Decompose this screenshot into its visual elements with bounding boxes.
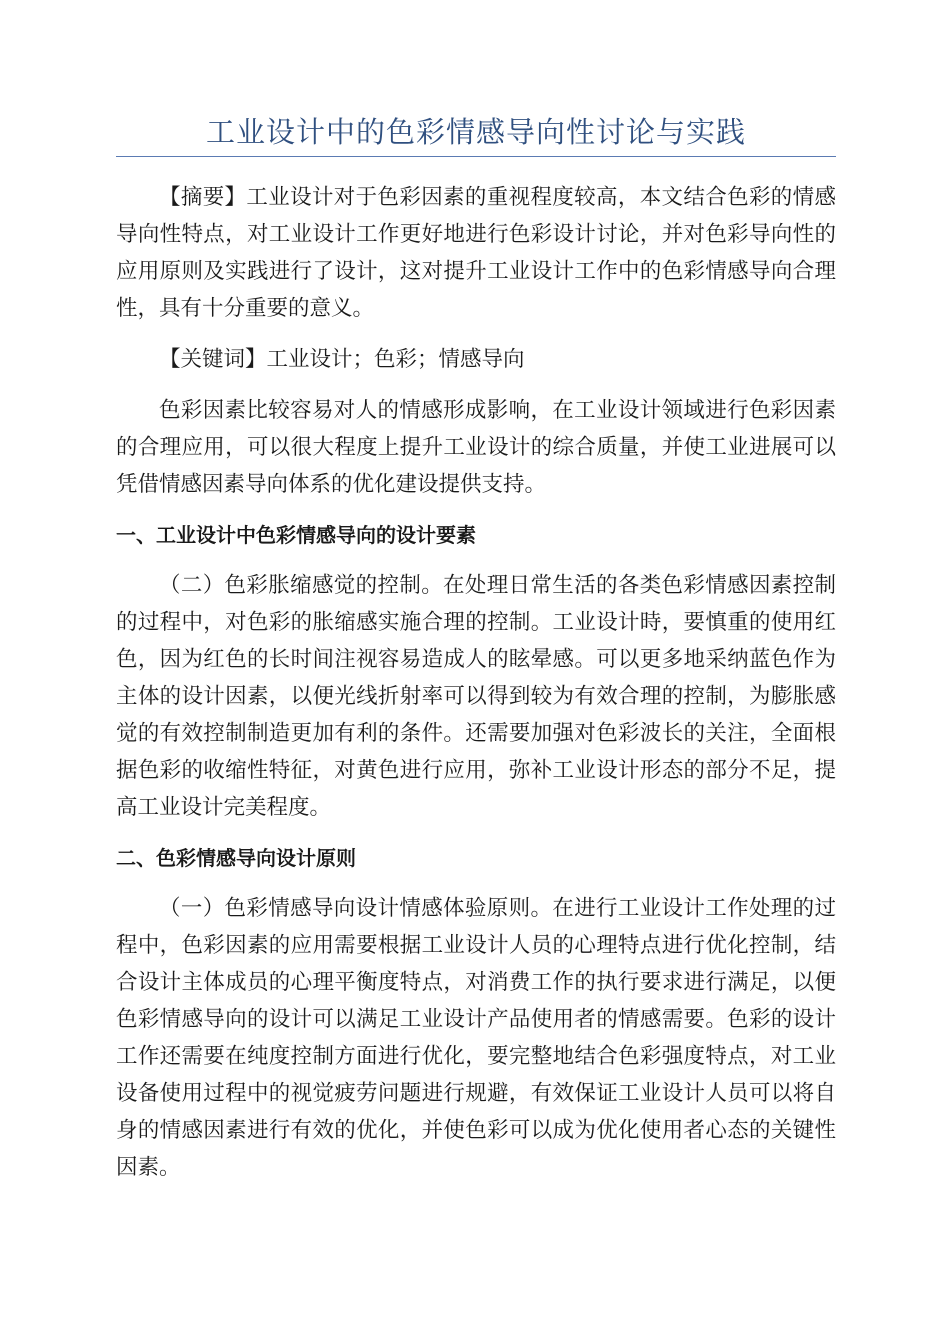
- section-heading-2: 二、色彩情感导向设计原则: [116, 846, 356, 870]
- section-2-paragraph: （一）色彩情感导向设计情感体验原则。在进行工业设计工作处理的过程中，色彩因素的应用需要根据工业设计人员的心理特点进行优化控制，结合设计主体成员的心理平衡度特点，对消费工作的执行要求进行满足，以便色彩情感导向的设计可以满足工业设计产品使用者的情感需要。色彩的设计工作还需要在纯度控制方面进行优化，要完整地结合色彩强度特点，对工业设备使用过程中的视觉疲劳问题进行规避，有效保证工业设计人员可以将自身的情感因素进行有效的优化，并使色彩可以成为优化使用者心态的关键性因素。: [116, 896, 836, 1180]
- abstract-paragraph: 【摘要】工业设计对于色彩因素的重视程度较高，本文结合色彩的情感导向性特点，对工业设计工作更好地进行色彩设计讨论，并对色彩导向性的应用原则及实践进行了设计，这对提升工业设计工作中的色彩情感导向合理性，具有十分重要的意义。: [116, 185, 836, 321]
- intro-paragraph: 色彩因素比较容易对人的情感形成影响，在工业设计领域进行色彩因素的合理应用，可以很大程度上提升工业设计的综合质量，并使工业进展可以凭借情感因素导向体系的优化建设提供支持。: [116, 398, 836, 497]
- document-page: [116, 112, 836, 1186]
- section-1-paragraph: （二）色彩胀缩感觉的控制。在处理日常生活的各类色彩情感因素控制的过程中，对色彩的胀缩感实施合理的控制。工业设计時，要慎重的使用红色，因为红色的长时间注视容易造成人的眩晕感。可以更多地采纳蓝色作为主体的设计因素，以便光线折射率可以得到较为有效合理的控制，为膨胀感觉的有效控制制造更加有利的条件。还需要加强对色彩波长的关注，全面根据色彩的收缩性特征，对黄色进行应用，弥补工业设计形态的部分不足，提高工业设计完美程度。: [116, 573, 836, 820]
- section-heading-1: 一、工业设计中色彩情感导向的设计要素: [116, 523, 476, 547]
- keywords-paragraph: 【关键词】工业设计；色彩；情感导向: [159, 347, 525, 372]
- document-title: 工业设计中的色彩情感导向性讨论与实践: [116, 112, 836, 157]
